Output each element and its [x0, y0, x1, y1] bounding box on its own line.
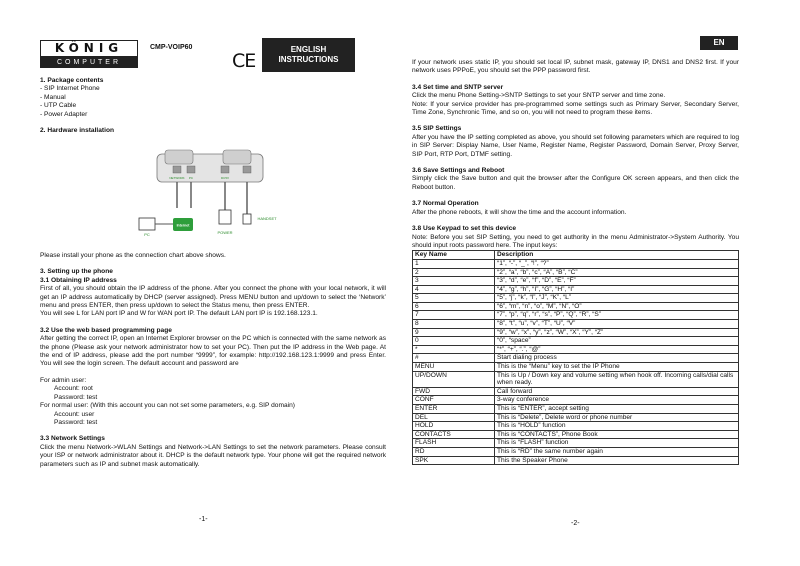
key-name-cell: 1: [413, 259, 495, 268]
table-row: [413, 285, 739, 294]
key-name-cell: 5: [413, 294, 495, 303]
en-badge: EN: [700, 36, 738, 50]
key-description-cell: This is “FLASH” function: [495, 439, 739, 448]
table-row: [413, 371, 739, 387]
keypad-table-body: [413, 259, 739, 464]
section-3-2-title: 3.2 Use the web based programming page: [40, 326, 172, 334]
key-description-cell: “*”, “+”, “.”, “@”: [495, 345, 739, 354]
language-banner: [262, 38, 355, 72]
section-3-1-title: 3.1 Obtaining IP address: [40, 276, 117, 284]
admin-user-label: For admin user:: [40, 376, 87, 384]
key-name-cell: HOLD: [413, 422, 495, 431]
key-description-cell: This is “CONTACTS”, Phone Book: [495, 430, 739, 439]
list-item: - Power Adapter: [40, 110, 88, 118]
section-3-6-text: Simply click the Save button and quit the browser after the Configure OK screen appears, and then click the Reboot button.: [412, 175, 739, 191]
key-name-cell: RD: [413, 447, 495, 456]
table-row: [413, 387, 739, 396]
normal-user-label: For normal user: (With this account you can not set some parameters, e.g. SIP domain): [40, 402, 295, 410]
table-row: [413, 320, 739, 329]
language-banner-line1: ENGLISH: [290, 45, 327, 54]
key-description-cell: “3”, “d”, “e”, “f”, “D”, “E”, “F”: [495, 277, 739, 286]
key-description-cell: “5”, “j”, “k”, “l”, “J”, “K”, “L”: [495, 294, 739, 303]
key-description-cell: Start dialing process: [495, 354, 739, 363]
handset-label: HANDSET: [257, 216, 277, 221]
key-name-cell: MENU: [413, 363, 495, 372]
table-row: [413, 363, 739, 372]
normal-password: Password: test: [54, 418, 98, 426]
handset-icon: [243, 214, 251, 224]
key-name-cell: CONF: [413, 396, 495, 405]
section-2-text: Please install your phone as the connection chart above shows.: [40, 252, 226, 259]
key-name-cell: DEL: [413, 413, 495, 422]
key-name-cell: 8: [413, 320, 495, 329]
phone-top-right-shape: [223, 150, 251, 164]
list-item: - Manual: [40, 93, 66, 101]
keypad-table: [412, 250, 739, 465]
model-number: CMP-VOIP60: [150, 44, 193, 51]
section-2-title: 2. Hardware installation: [40, 127, 115, 135]
section-3-6-title: 3.6 Save Settings and Reboot: [412, 167, 505, 175]
key-name-cell: SPK: [413, 456, 495, 465]
network-port-label: NETWORK: [169, 176, 185, 180]
key-description-cell: “9”, “w”, “x”, “y”, “z”, “W”, “X”, “Y”, “Z”: [495, 328, 739, 337]
language-banner-line2: INSTRUCTIONS: [278, 55, 339, 64]
table-row: [413, 294, 739, 303]
power-label: POWER: [217, 230, 233, 235]
key-name-cell: *: [413, 345, 495, 354]
key-description-cell: This is the “Menu” key to set the IP Phone: [495, 363, 739, 372]
key-description-cell: This is “ENTER”, accept setting: [495, 405, 739, 414]
section-3-8-text: Note: Before you set SIP Setting, you need to get authority in the menu Administrator->System Authority. You should input roots password here. The input keys:: [412, 233, 739, 249]
section-3-3-title: 3.3 Network Settings: [40, 435, 105, 443]
table-row: [413, 328, 739, 337]
key-name-cell: ENTER: [413, 405, 495, 414]
konig-logo: [40, 40, 138, 68]
key-name-cell: CONTACTS: [413, 430, 495, 439]
connection-diagram: [135, 148, 285, 243]
power-adapter-icon: [219, 210, 231, 224]
key-description-cell: “2”, “a”, “b”, “c”, “A”, “B”, “C”: [495, 268, 739, 277]
list-item: - SIP Internet Phone: [40, 85, 100, 93]
table-header-row: [413, 251, 739, 260]
internet-label: Internet: [176, 223, 190, 228]
pc-label: PC: [144, 232, 150, 237]
key-description-cell: “0”, “space”: [495, 337, 739, 346]
pc-port-icon: [187, 166, 195, 173]
section-3-3-text: Click the menu Network->WLAN Settings and Network->LAN Settings to set the network parameters. Please consult your ISP or network administrator about it. DHCP is the default network type. Your phone will get the required network parameters such as IP and subnet mask automatically.: [40, 443, 386, 468]
page-number-2: -2-: [571, 520, 580, 527]
section-3-5-title: 3.5 SIP Settings: [412, 125, 462, 133]
key-name-cell: 3: [413, 277, 495, 286]
key-description-cell: This is “HOLD” function: [495, 422, 739, 431]
table-row: [413, 277, 739, 286]
key-description-cell: “7”, “p”, “q”, “r”, “s”, “P”, “Q”, “R”, “S”: [495, 311, 739, 320]
key-name-cell: 9: [413, 328, 495, 337]
table-row: [413, 413, 739, 422]
key-name-cell: UP/DOWN: [413, 371, 495, 387]
table-row: [413, 354, 739, 363]
key-name-cell: FWD: [413, 387, 495, 396]
admin-account: Account: root: [54, 385, 93, 393]
key-name-cell: 4: [413, 285, 495, 294]
key-description-cell: Call forward: [495, 387, 739, 396]
key-name-cell: 2: [413, 268, 495, 277]
section-3-4-note: Note: If your service provider has pre-programmed some settings such as Primary Server, Secondary Server, Time Zone, Synchronic Time, and so on, you will not need to program these items.: [412, 100, 739, 117]
logo-bottom-text: COMPUTER: [41, 57, 137, 68]
key-description-cell: This is Up / Down key and volume setting when hook off. Incoming calls/dial calls when ready.: [495, 371, 739, 387]
key-description-cell: “6”, “m”, “n”, “o”, “M”, “N”, “O”: [495, 302, 739, 311]
section-3-1-text-2: You will see L for LAN port IP and W for WAN port IP. The default LAN port IP is 192.168.123.1.: [40, 310, 318, 318]
pc-monitor-icon: [139, 218, 155, 230]
section-3-4-text: Click the menu Phone Setting->SNTP Settings to set your SNTP server and time zone.: [412, 92, 666, 100]
handset-port-icon: [243, 166, 251, 173]
list-item: - UTP Cable: [40, 102, 77, 110]
table-header-description: Description: [495, 251, 739, 260]
table-row: [413, 337, 739, 346]
network-intro-text: If your network uses static IP, you should set local IP, subnet mask, gateway IP, DNS1 and DNS2 first. If your network uses PPPoE, you should set the PPP password first.: [412, 59, 739, 75]
page-number-1: -1-: [199, 516, 208, 523]
section-3-7-title: 3.7 Normal Operation: [412, 200, 479, 208]
table-row: [413, 302, 739, 311]
phone-top-left-shape: [165, 150, 193, 164]
table-row: [413, 345, 739, 354]
key-name-cell: 7: [413, 311, 495, 320]
key-description-cell: This is “Delete”, Delete word or phone number: [495, 413, 739, 422]
table-row: [413, 268, 739, 277]
key-description-cell: This is “RD” the same number again: [495, 447, 739, 456]
table-row: [413, 422, 739, 431]
table-row: [413, 456, 739, 465]
key-name-cell: #: [413, 354, 495, 363]
section-3-5-text: After you have the IP setting completed as above, you should set following parameters which are required to log in SIP Server: Display Name, User Name, Register Name, Register Password, Domain Server, Proxy Server, SIP Port, RTP Port, DTMF setting.: [412, 133, 739, 158]
table-row: [413, 439, 739, 448]
key-name-cell: 6: [413, 302, 495, 311]
key-name-cell: 0: [413, 337, 495, 346]
section-3-8-title: 3.8 Use Keypad to set this device: [412, 225, 517, 233]
key-description-cell: 3-way conference: [495, 396, 739, 405]
key-description-cell: “1”, “-”, “_”, “!”, “?”: [495, 259, 739, 268]
table-header-key: Key Name: [413, 251, 495, 260]
admin-password: Password: test: [54, 393, 98, 401]
normal-account: Account: user: [54, 410, 95, 418]
section-3-2-text: After getting the correct IP, open an Internet Explorer browser on the PC which is connected with the same network as the phone (Please ask your network administrator how to set your PC). Then put the IP address in the Web page. At the end of IP address, please add the port number “9999”, for example: http://192.168.123.1:9999 and press Enter. You will see the login screen. The default account and password are: [40, 335, 386, 368]
section-3-4-title: 3.4 Set time and SNTP server: [412, 83, 504, 91]
section-3-7-text: After the phone reboots, it will show the time and the account information.: [412, 208, 627, 216]
logo-top-text: KÖNIG: [41, 41, 137, 57]
section-1-title: 1. Package contents: [40, 77, 104, 84]
dc-port-label: DC5V: [220, 176, 230, 180]
table-row: [413, 396, 739, 405]
key-description-cell: “4”, “g”, “h”, “I”, “G”, “H”, “I”: [495, 285, 739, 294]
key-name-cell: FLASH: [413, 439, 495, 448]
key-description-cell: “8”, “t”, “u”, “v”, “T”, “U”, “V”: [495, 320, 739, 329]
pc-port-label: PC: [188, 176, 194, 180]
section-3-1-text: First of all, you should obtain the IP address of the phone. After you connect the phone with your local network, it will get an IP address automatically by DHCP (server assigned). Press MENU button and up/down to select the ‘Network’ menu and press ENTER, then press up/down to select the Status menu, then press ENTER.: [40, 285, 386, 310]
table-row: [413, 259, 739, 268]
network-port-icon: [173, 166, 181, 173]
section-3-title: 3. Setting up the phone: [40, 268, 113, 276]
key-description-cell: This the Speaker Phone: [495, 456, 739, 465]
table-row: [413, 430, 739, 439]
dc-port-icon: [221, 166, 229, 173]
table-row: [413, 311, 739, 320]
table-row: [413, 447, 739, 456]
ce-mark: CE: [232, 50, 256, 72]
table-row: [413, 405, 739, 414]
